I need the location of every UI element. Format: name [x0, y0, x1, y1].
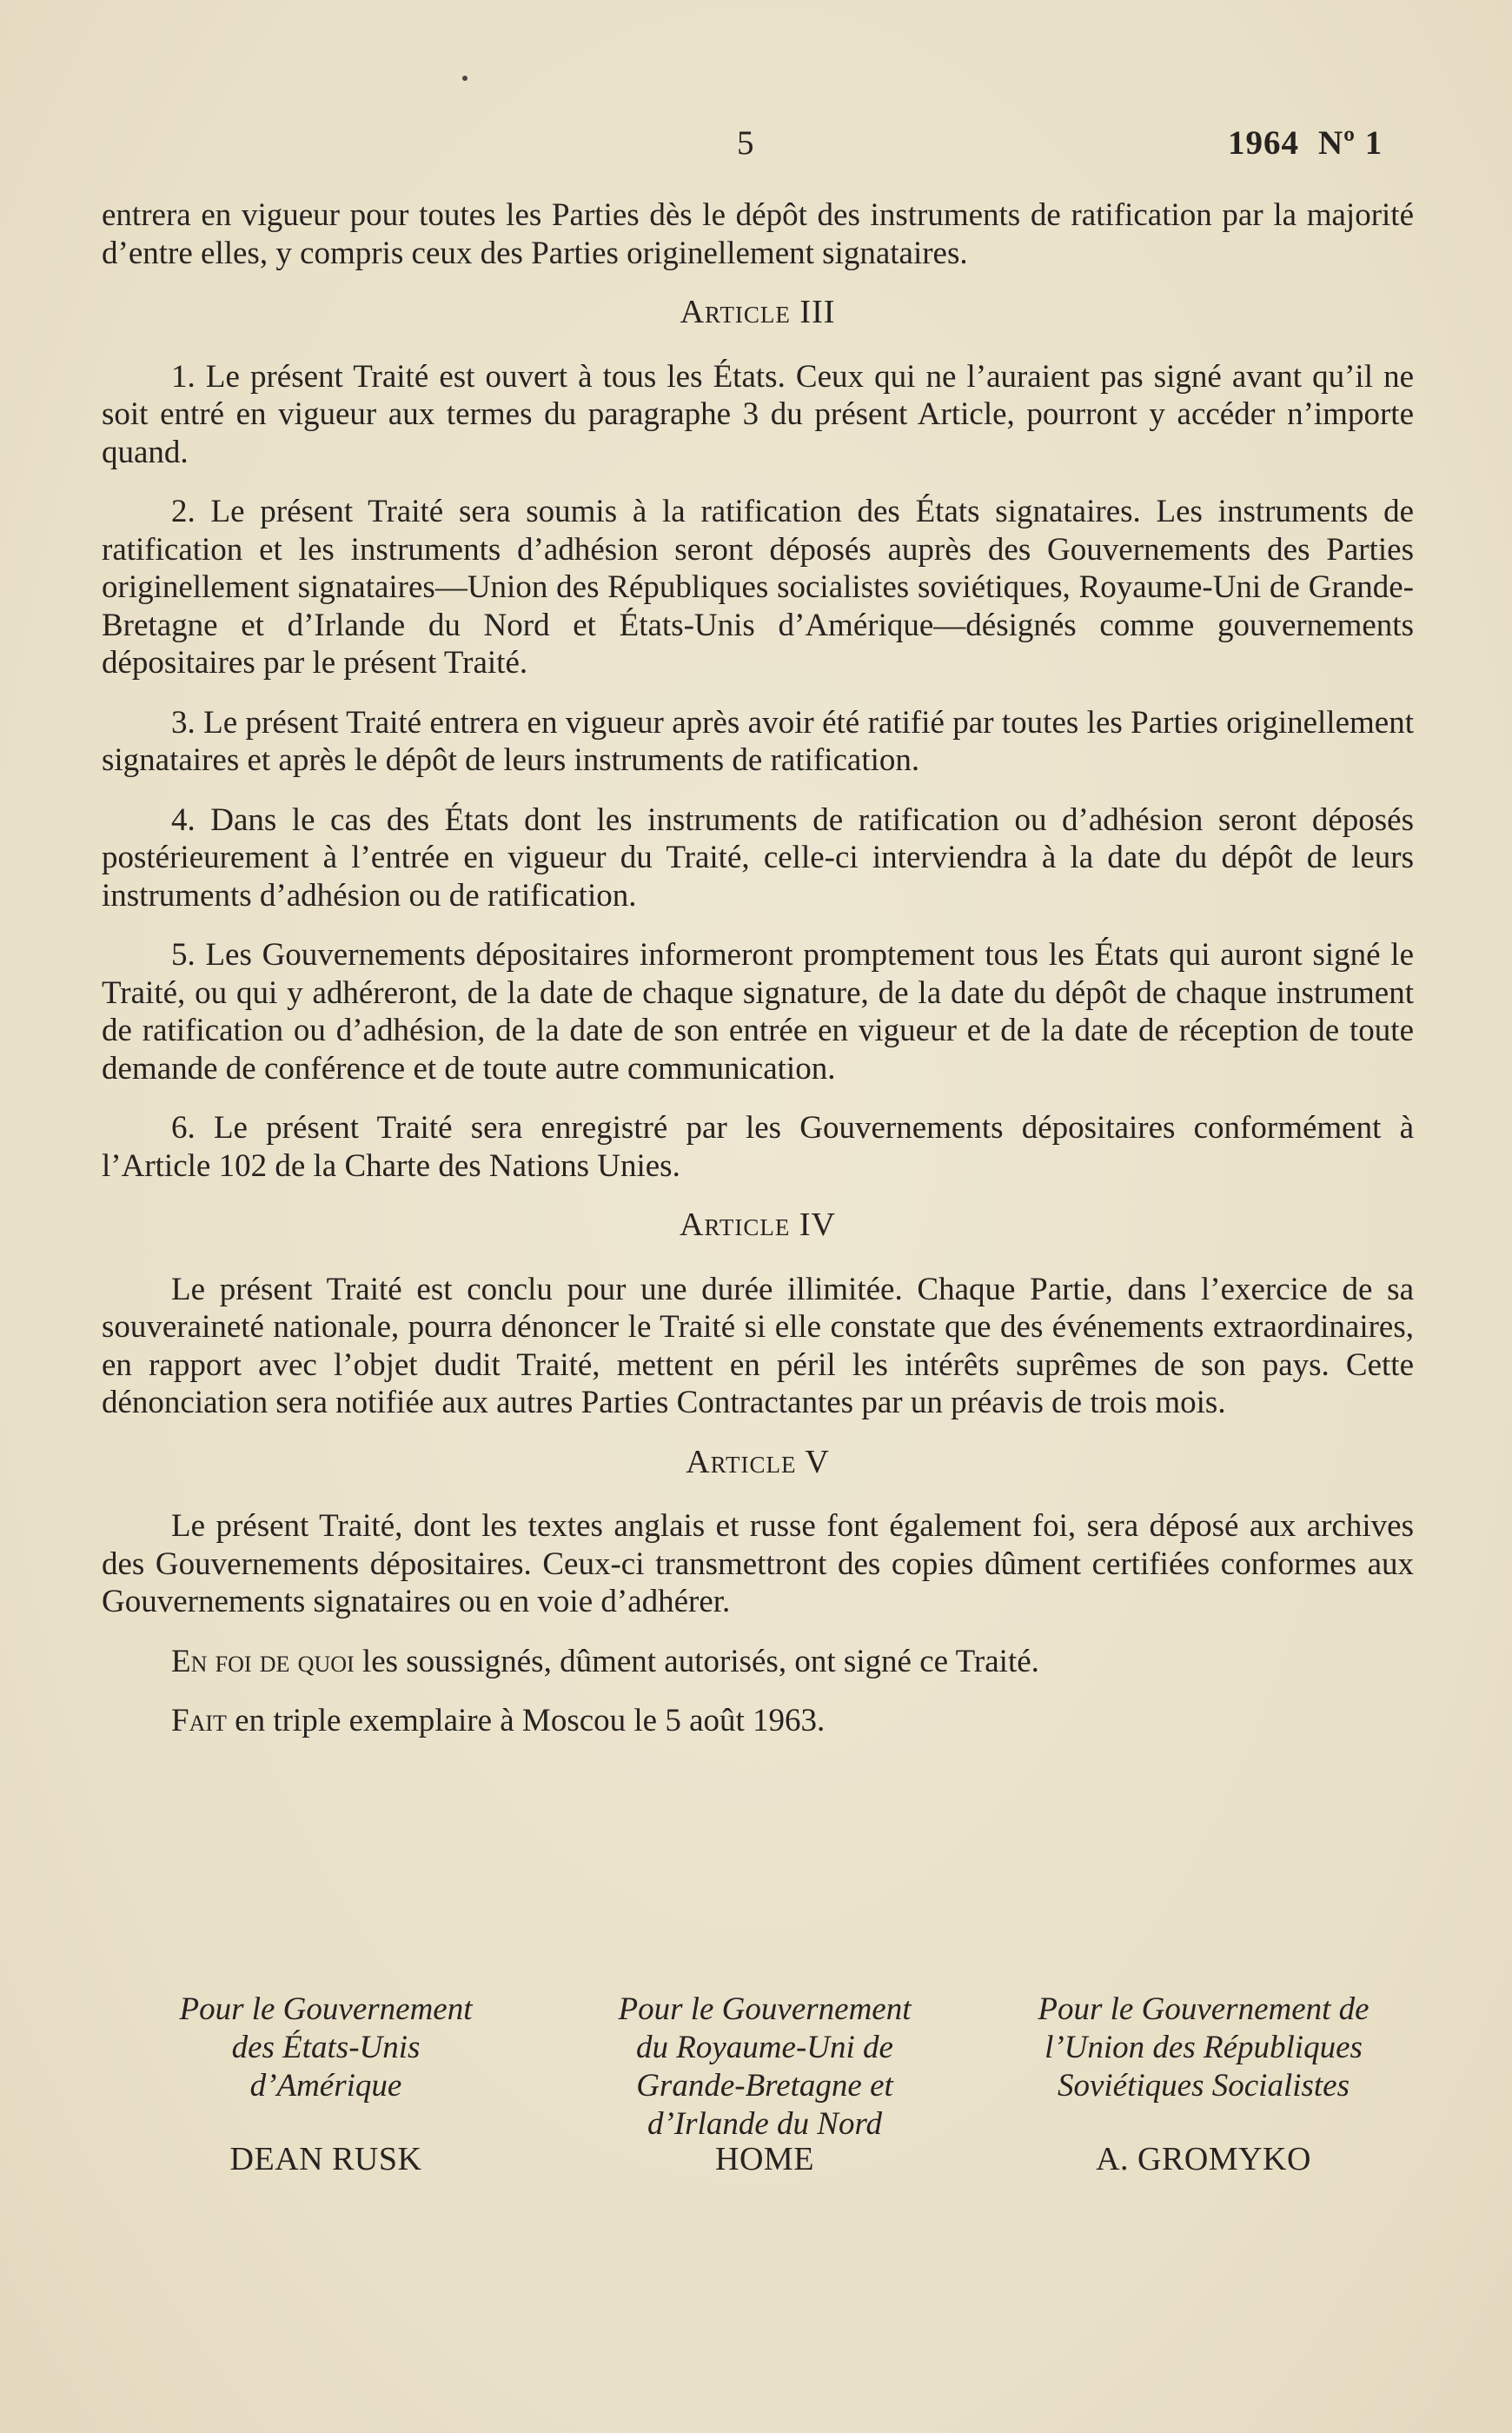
- article-3-paragraph-4: 4. Dans le cas des États dont les instruments de ratification ou d’adhésion seront déposés postérieurement à l’entrée en vigueur du Traité, celle-ci interviendra à la date du dépôt de leurs instruments d’adhésion ou de ratification.: [102, 801, 1414, 914]
- done-rest: en triple exemplaire à Moscou le 5 août 1963.: [226, 1703, 826, 1738]
- signature-block: [113, 1991, 1434, 2208]
- signatory-line: Pour le Gouvernement: [179, 1991, 473, 2027]
- signatory-line: Grande-Bretagne et: [636, 2068, 893, 2104]
- volume-reference: [1228, 123, 1383, 163]
- done-lead: Fait: [171, 1703, 227, 1738]
- article-3-paragraph-3: 3. Le présent Traité entrera en vigueur après avoir été ratifié par toutes les Parties originellement signataires et après le dépôt de leurs instruments de ratification.: [102, 704, 1414, 778]
- article-4-heading: Article IV: [680, 1207, 836, 1243]
- article-3-paragraph-1: 1. Le présent Traité est ouvert à tous les États. Ceux qui ne l’auraient pas signé avant qu’il ne soit entré en vigueur aux termes du paragraphe 3 du présent Article, pourront y accéder n’importe quand.: [102, 358, 1414, 470]
- witness-rest: les soussignés, dûment autorisés, ont signé ce Traité.: [354, 1643, 1039, 1679]
- article-5-heading: Article V: [686, 1443, 830, 1480]
- article-3-heading: Article III: [680, 294, 836, 330]
- year: 1964: [1228, 124, 1299, 162]
- signatory-line: des États-Unis: [231, 2030, 421, 2065]
- signatory-line: du Royaume-Uni de: [636, 2030, 893, 2065]
- ink-speck: [462, 76, 468, 81]
- intro-paragraph: entrera en vigueur pour toutes les Parties dès le dépôt des instruments de ratification par la majorité d’entre elles, y compris ceux des Parties originellement signataires.: [102, 197, 1414, 271]
- page-number: 5: [737, 124, 755, 162]
- signatory-line: Pour le Gouvernement de: [1038, 1991, 1369, 2027]
- done-clause: [102, 1702, 1414, 1740]
- signer-name-usa: DEAN RUSK: [229, 2141, 422, 2177]
- signatory-usa: [113, 1991, 539, 2105]
- signatory-line: d’Amérique: [249, 2068, 402, 2104]
- signatory-uk: [547, 1991, 982, 2144]
- signatory-ussr: [973, 1991, 1434, 2105]
- signer-name-ussr: A. GROMYKO: [1096, 2141, 1311, 2177]
- body-text: [102, 196, 1414, 1762]
- article-4-paragraph: Le présent Traité est conclu pour une durée illimitée. Chaque Partie, dans l’exercice de sa souveraineté nationale, pourra dénoncer le Traité si elle constate que des événements extraordinaires, en rapport avec l’objet dudit Traité, mettent en péril les intérêts suprêmes de son pays. Cette dénonciation sera notifiée aux autres Parties Contractantes par un préavis de trois mois.: [102, 1271, 1414, 1420]
- witness-lead: En foi de quoi: [171, 1643, 355, 1679]
- article-3-paragraph-2: 2. Le présent Traité sera soumis à la ratification des États signataires. Les instruments de ratification et les instruments d’adhésion seront déposés auprès des Gouvernements des Parties originellement signataires—Union des Républiques socialistes soviétiques, Royaume-Uni de Grande-Bretagne et d’Irlande du Nord et États-Unis d’Amérique—désignés comme gouvernements dépositaires par le présent Traité.: [102, 494, 1414, 681]
- signer-name-uk: HOME: [715, 2141, 814, 2177]
- article-5-paragraph: Le présent Traité, dont les textes anglais et russe font également foi, sera déposé aux archives des Gouvernements dépositaires. Ceux-ci transmettront des copies dûment certifiées conformes aux Gouvernements signataires ou en voie d’adhérer.: [102, 1508, 1414, 1619]
- witness-clause: [102, 1643, 1414, 1681]
- signatory-line: Pour le Gouvernement: [618, 1991, 912, 2027]
- article-3-paragraph-6: 6. Le présent Traité sera enregistré par les Gouvernements dépositaires conformément à l’Article 102 de la Charte des Nations Unies.: [102, 1110, 1414, 1184]
- signatory-line: l’Union des Républiques: [1044, 2030, 1363, 2065]
- article-3-paragraph-5: 5. Les Gouvernements dépositaires informeront promptement tous les États qui auront signé le Traité, ou qui y adhéreront, de la date de chaque signature, de la date du dépôt de chaque instrument de ratification ou d’adhésion, de la date de son entrée en vigueur et de la date de réception de toute demande de conférence et de toute autre communication.: [102, 937, 1414, 1087]
- issue-number: Nº 1: [1318, 124, 1383, 162]
- signatory-line: Soviétiques Socialistes: [1057, 2068, 1350, 2104]
- signatory-line: d’Irlande du Nord: [647, 2106, 882, 2142]
